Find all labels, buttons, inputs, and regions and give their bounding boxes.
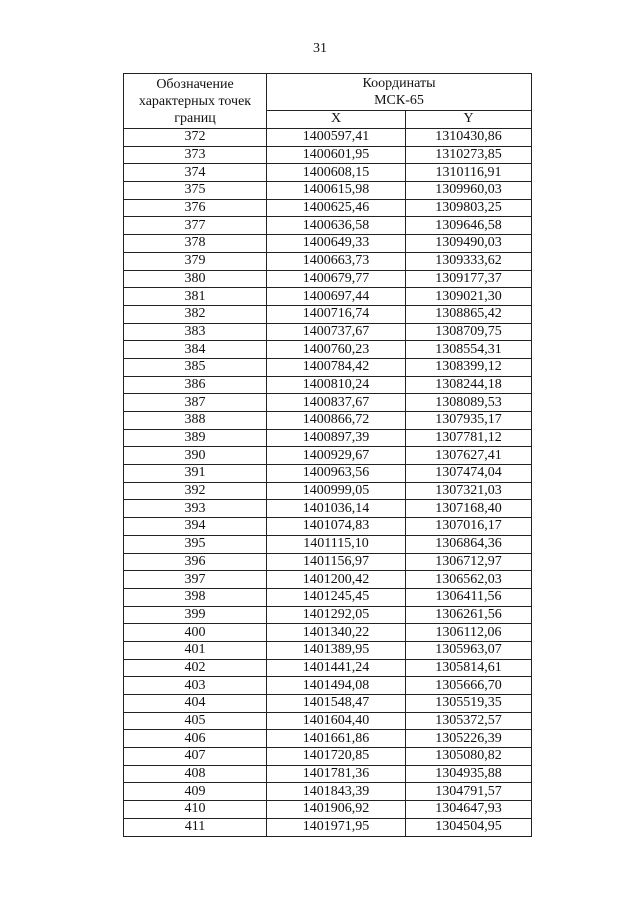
y-coordinate-cell: 1307935,17	[406, 412, 532, 430]
point-cell: 398	[124, 588, 267, 606]
table-row	[124, 429, 532, 447]
x-coordinate-cell: 1400784,42	[267, 358, 406, 376]
y-column-header: Y	[406, 110, 532, 128]
coordinates-table	[123, 73, 532, 837]
table-row	[124, 695, 532, 713]
y-coordinate-cell: 1307781,12	[406, 429, 532, 447]
y-coordinate-cell: 1310273,85	[406, 146, 532, 164]
point-cell: 384	[124, 341, 267, 359]
x-coordinate-cell: 1400636,58	[267, 217, 406, 235]
x-coordinate-cell: 1401245,45	[267, 588, 406, 606]
y-coordinate-cell: 1308089,53	[406, 394, 532, 412]
point-cell: 379	[124, 252, 267, 270]
x-coordinate-cell: 1400963,56	[267, 465, 406, 483]
point-cell: 381	[124, 288, 267, 306]
table-row	[124, 376, 532, 394]
y-coordinate-cell: 1306864,36	[406, 535, 532, 553]
table-header	[124, 74, 532, 129]
table-row	[124, 500, 532, 518]
x-coordinate-cell: 1400679,77	[267, 270, 406, 288]
point-cell: 391	[124, 465, 267, 483]
table-row	[124, 553, 532, 571]
point-header-line-3: границ	[174, 110, 216, 126]
point-cell: 382	[124, 305, 267, 323]
table-row	[124, 252, 532, 270]
table-row	[124, 447, 532, 465]
point-cell: 377	[124, 217, 267, 235]
x-coordinate-cell: 1400866,72	[267, 412, 406, 430]
table-row	[124, 571, 532, 589]
y-coordinate-cell: 1309960,03	[406, 182, 532, 200]
y-coordinate-cell: 1305372,57	[406, 712, 532, 730]
point-cell: 387	[124, 394, 267, 412]
point-cell: 406	[124, 730, 267, 748]
x-coordinate-cell: 1401971,95	[267, 818, 406, 836]
y-coordinate-cell: 1307321,03	[406, 482, 532, 500]
y-coordinate-cell: 1306562,03	[406, 571, 532, 589]
table-row	[124, 235, 532, 253]
x-coordinate-cell: 1400697,44	[267, 288, 406, 306]
x-coordinate-cell: 1400837,67	[267, 394, 406, 412]
x-coordinate-cell: 1401604,40	[267, 712, 406, 730]
point-cell: 389	[124, 429, 267, 447]
table-row	[124, 712, 532, 730]
x-coordinate-cell: 1400663,73	[267, 252, 406, 270]
point-cell: 373	[124, 146, 267, 164]
point-column-header	[124, 74, 267, 129]
point-cell: 380	[124, 270, 267, 288]
coordinates-header-line-2: МСК-65	[374, 92, 424, 108]
x-coordinate-cell: 1401548,47	[267, 695, 406, 713]
y-coordinate-cell: 1305666,70	[406, 677, 532, 695]
x-coordinate-cell: 1401156,97	[267, 553, 406, 571]
point-cell: 404	[124, 695, 267, 713]
point-cell: 393	[124, 500, 267, 518]
y-coordinate-cell: 1304791,57	[406, 783, 532, 801]
table-row	[124, 270, 532, 288]
point-cell: 394	[124, 518, 267, 536]
x-coordinate-cell: 1401200,42	[267, 571, 406, 589]
table-row	[124, 305, 532, 323]
x-coordinate-cell: 1400810,24	[267, 376, 406, 394]
x-coordinate-cell: 1400929,67	[267, 447, 406, 465]
x-coordinate-cell: 1400597,41	[267, 129, 406, 147]
y-coordinate-cell: 1306411,56	[406, 588, 532, 606]
y-coordinate-cell: 1305080,82	[406, 748, 532, 766]
table-row	[124, 394, 532, 412]
point-cell: 388	[124, 412, 267, 430]
y-coordinate-cell: 1310116,91	[406, 164, 532, 182]
table-row	[124, 358, 532, 376]
x-coordinate-cell: 1401494,08	[267, 677, 406, 695]
table-row	[124, 765, 532, 783]
table-row	[124, 482, 532, 500]
table-row	[124, 818, 532, 836]
x-coordinate-cell: 1400716,74	[267, 305, 406, 323]
x-coordinate-cell: 1400615,98	[267, 182, 406, 200]
x-coordinate-cell: 1400737,67	[267, 323, 406, 341]
x-coordinate-cell: 1400760,23	[267, 341, 406, 359]
y-coordinate-cell: 1308554,31	[406, 341, 532, 359]
x-coordinate-cell: 1401661,86	[267, 730, 406, 748]
table-row	[124, 217, 532, 235]
x-column-header: X	[267, 110, 406, 128]
table-row	[124, 412, 532, 430]
point-cell: 399	[124, 606, 267, 624]
table-row	[124, 518, 532, 536]
table-row	[124, 164, 532, 182]
x-coordinate-cell: 1401906,92	[267, 801, 406, 819]
x-coordinate-cell: 1401389,95	[267, 641, 406, 659]
table-row	[124, 146, 532, 164]
point-cell: 374	[124, 164, 267, 182]
point-cell: 375	[124, 182, 267, 200]
table-row	[124, 129, 532, 147]
table-row	[124, 783, 532, 801]
y-coordinate-cell: 1307168,40	[406, 500, 532, 518]
table-row	[124, 748, 532, 766]
table-row	[124, 588, 532, 606]
table-row	[124, 677, 532, 695]
point-cell: 383	[124, 323, 267, 341]
y-coordinate-cell: 1304935,88	[406, 765, 532, 783]
point-cell: 372	[124, 129, 267, 147]
coordinates-group-header	[267, 74, 532, 111]
y-coordinate-cell: 1305814,61	[406, 659, 532, 677]
y-coordinate-cell: 1307016,17	[406, 518, 532, 536]
table-row	[124, 624, 532, 642]
x-coordinate-cell: 1401441,24	[267, 659, 406, 677]
point-cell: 396	[124, 553, 267, 571]
point-cell: 409	[124, 783, 267, 801]
point-header-line-2: характерных точек	[138, 93, 252, 109]
y-coordinate-cell: 1305226,39	[406, 730, 532, 748]
x-coordinate-cell: 1400649,33	[267, 235, 406, 253]
y-coordinate-cell: 1306112,06	[406, 624, 532, 642]
y-coordinate-cell: 1306261,56	[406, 606, 532, 624]
point-cell: 401	[124, 641, 267, 659]
x-coordinate-cell: 1401781,36	[267, 765, 406, 783]
x-coordinate-cell: 1401340,22	[267, 624, 406, 642]
x-coordinate-cell: 1401720,85	[267, 748, 406, 766]
x-coordinate-cell: 1400897,39	[267, 429, 406, 447]
y-coordinate-cell: 1309021,30	[406, 288, 532, 306]
table-row	[124, 659, 532, 677]
table-row	[124, 199, 532, 217]
x-coordinate-cell: 1400608,15	[267, 164, 406, 182]
x-coordinate-cell: 1401115,10	[267, 535, 406, 553]
table-row	[124, 465, 532, 483]
table-row	[124, 801, 532, 819]
x-coordinate-cell: 1400999,05	[267, 482, 406, 500]
point-cell: 395	[124, 535, 267, 553]
table-row	[124, 730, 532, 748]
point-cell: 385	[124, 358, 267, 376]
x-coordinate-cell: 1400601,95	[267, 146, 406, 164]
y-coordinate-cell: 1304504,95	[406, 818, 532, 836]
page-number: 31	[313, 41, 327, 56]
x-coordinate-cell: 1401036,14	[267, 500, 406, 518]
table-row	[124, 535, 532, 553]
table-row	[124, 182, 532, 200]
point-cell: 410	[124, 801, 267, 819]
y-coordinate-cell: 1304647,93	[406, 801, 532, 819]
y-coordinate-cell: 1310430,86	[406, 129, 532, 147]
y-coordinate-cell: 1307627,41	[406, 447, 532, 465]
point-cell: 392	[124, 482, 267, 500]
table-row	[124, 606, 532, 624]
x-coordinate-cell: 1401292,05	[267, 606, 406, 624]
y-coordinate-cell: 1305519,35	[406, 695, 532, 713]
point-cell: 408	[124, 765, 267, 783]
point-cell: 405	[124, 712, 267, 730]
point-cell: 411	[124, 818, 267, 836]
point-cell: 397	[124, 571, 267, 589]
y-coordinate-cell: 1309646,58	[406, 217, 532, 235]
y-coordinate-cell: 1309490,03	[406, 235, 532, 253]
point-cell: 386	[124, 376, 267, 394]
y-coordinate-cell: 1308709,75	[406, 323, 532, 341]
y-coordinate-cell: 1308399,12	[406, 358, 532, 376]
point-cell: 403	[124, 677, 267, 695]
y-coordinate-cell: 1309803,25	[406, 199, 532, 217]
x-coordinate-cell: 1401843,39	[267, 783, 406, 801]
point-cell: 400	[124, 624, 267, 642]
table-row	[124, 288, 532, 306]
table-row	[124, 641, 532, 659]
table-body	[124, 129, 532, 837]
point-cell: 407	[124, 748, 267, 766]
point-cell: 378	[124, 235, 267, 253]
x-coordinate-cell: 1400625,46	[267, 199, 406, 217]
point-cell: 390	[124, 447, 267, 465]
y-coordinate-cell: 1308244,18	[406, 376, 532, 394]
coordinates-header-line-1: Координаты	[362, 75, 436, 91]
table-row	[124, 323, 532, 341]
y-coordinate-cell: 1307474,04	[406, 465, 532, 483]
y-coordinate-cell: 1306712,97	[406, 553, 532, 571]
y-coordinate-cell: 1305963,07	[406, 641, 532, 659]
y-coordinate-cell: 1308865,42	[406, 305, 532, 323]
y-coordinate-cell: 1309333,62	[406, 252, 532, 270]
table-row	[124, 341, 532, 359]
point-cell: 376	[124, 199, 267, 217]
point-header-line-1: Обозначение	[156, 76, 234, 92]
point-cell: 402	[124, 659, 267, 677]
y-coordinate-cell: 1309177,37	[406, 270, 532, 288]
x-coordinate-cell: 1401074,83	[267, 518, 406, 536]
